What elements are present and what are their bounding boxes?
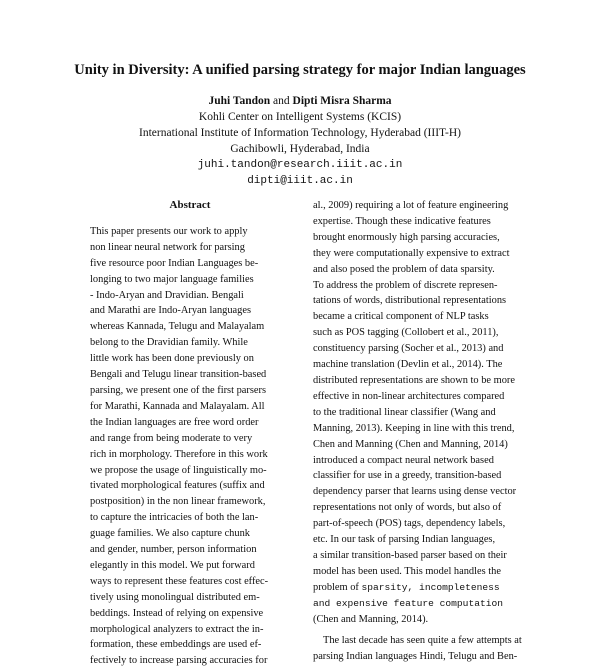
abstract-line: belong to the Dravidian family. While [90,337,248,349]
abstract-body [90,224,290,669]
abstract-line: rich in morphology. Therefore in this work [90,448,268,460]
body-line: constituency parsing (Socher et al., 2013) and [313,343,504,355]
abstract-line: fectively to increase parsing accuracies for [90,655,268,667]
abstract-line: and range from being moderate to very [90,432,253,444]
affiliation-line: Gachibowli, Hyderabad, India [230,143,370,155]
body-line-with-mono [313,580,531,596]
abstract-line: beddings. Instead of relying on expensive [90,607,264,619]
intro-column [313,198,531,665]
paper-title: Unity in Diversity: A unified parsing strategy for major Indian languages [74,62,526,78]
body-line: parsing Indian languages Hindi, Telugu and Ben- [313,651,518,663]
body-line: they were computationally expensive to extract [313,247,510,259]
abstract-line: five resource poor Indian Languages be- [90,257,259,269]
abstract-line: whereas Kannada, Telugu and Malayalam [90,321,265,333]
body-line: such as POS tagging (Collobert et al., 2011), [313,327,499,339]
abstract-line: the Indian languages are free word order [90,416,259,428]
body-line: Chen and Manning (Chen and Manning, 2014) [313,438,508,450]
abstract-column [90,198,290,669]
author-2: Dipti Misra Sharma [292,95,392,107]
body-line: part-of-speech (POS) tags, dependency labels, [313,518,506,530]
body-line: al., 2009) requiring a lot of feature engineering [313,200,509,211]
body-line: representations not only of words, but also of [313,502,502,514]
abstract-line: - Indo-Aryan and Dravidian. Bengali [90,289,244,301]
body-line: and also posed the problem of data sparsity. [313,263,495,275]
abstract-line: tivated morphological features (suffix and [90,480,265,492]
abstract-heading: Abstract [169,199,211,211]
body-line: The last decade has seen quite a few attempts at [323,635,522,647]
abstract-line: non linear neural network for parsing [90,241,245,253]
intro-paragraph-1 [313,198,531,627]
affiliation-line: Kohli Center on Intelligent Systems (KCIS) [198,111,402,123]
abstract-line: formation, these embeddings are used ef- [90,639,262,651]
abstract-line: postposition) in the non linear framework, [90,496,266,508]
abstract-line: elegantly in this model. We put forward [90,559,255,571]
abstract-line: longing to two major language families [90,273,254,285]
abstract-line: ways to represent these features cost effec- [90,575,269,587]
body-line: expertise. Though these indicative features [313,215,491,227]
body-line: classifier for use in a greedy, transition-based [313,470,502,482]
abstract-line: we propose the usage of linguistically mo- [90,464,267,476]
body-line: model has been used. This model handles the [313,565,501,577]
body-line: brought enormously high parsing accuracies, [313,231,500,243]
author-1: Juhi Tandon [208,95,271,107]
body-line: introduced a compact neural network based [313,454,494,466]
abstract-line: morphological analyzers to extract the in- [90,623,264,635]
abstract-line: parsing, we present one of the first parsers [90,384,267,396]
abstract-line: and gender, number, person information [90,544,257,556]
problem-prefix: problem of [313,581,362,593]
intro-paragraph-2 [313,633,531,665]
body-line: etc. In our task of parsing Indian languages, [313,534,496,546]
mono-phrase-line: and expensive feature computation [313,597,503,609]
body-line: a similar transition-based parser based on their [313,549,507,561]
body-line: Manning, 2013). Keeping in line with this trend, [313,422,515,434]
abstract-line: and Marathi are Indo-Aryan languages [90,305,251,317]
body-line: became a critical component of NLP tasks [313,311,489,323]
citation-line: (Chen and Manning, 2014). [313,613,429,625]
affiliation-line: International Institute of Information Technology, Hyderabad (IIIT-H) [139,127,461,139]
author-conjunction: and [273,95,290,107]
abstract-line: little work has been done previously on [90,353,254,365]
author-email: juhi.tandon@research.iiit.ac.in [197,159,403,171]
abstract-line: Bengali and Telugu linear transition-based [90,369,267,381]
body-line: To address the problem of discrete represen- [313,279,498,291]
body-line: dependency parser that learns using dense vector [313,486,517,498]
body-line: distributed representations are shown to be more [313,374,515,386]
body-line: tations of words, distributional representations [313,295,507,307]
body-line: machine translation (Devlin et al., 2014). The [313,359,503,371]
abstract-line: This paper presents our work to apply [90,225,248,237]
author-block [0,93,600,189]
mono-phrase: sparsity, incompleteness [361,581,500,593]
author-names [0,93,600,109]
abstract-line: to capture the intricacies of both the lan- [90,512,259,524]
body-line: to the traditional linear classifier (Wang and [313,406,496,418]
author-email: dipti@iiit.ac.in [247,175,353,187]
abstract-line: for Marathi, Kannada and Malayalam. All [90,400,265,412]
abstract-line: tively using monolingual distributed em- [90,591,260,603]
body-line: effective in non-linear architectures compared [313,390,505,402]
abstract-line: guage families. We also capture chunk [90,528,250,540]
